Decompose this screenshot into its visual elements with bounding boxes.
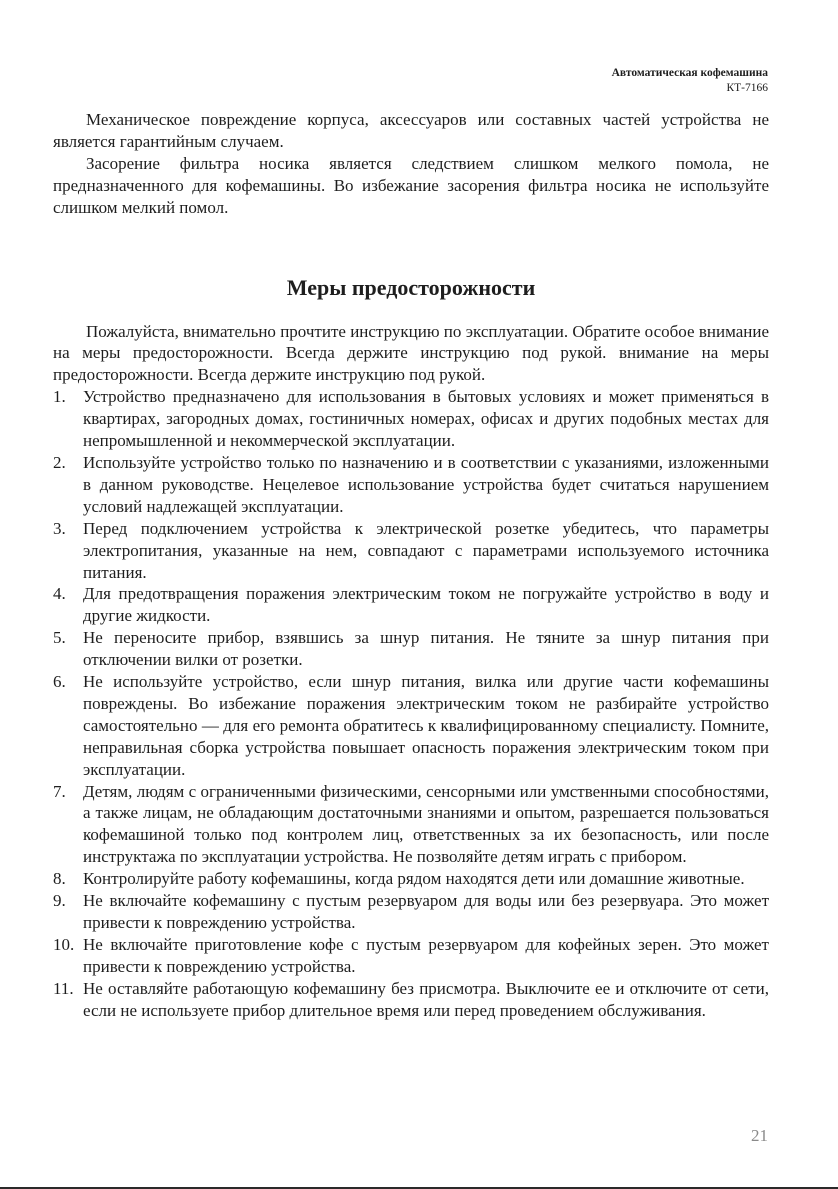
page-content: [53, 109, 769, 1022]
intro-paragraph: Механическое повреждение корпуса, аксессуаров или составных частей устройства не является гарантийным случаем.: [53, 110, 769, 151]
precautions-list: [53, 386, 769, 1021]
item-number: 10.: [53, 934, 75, 954]
item-text: Контролируйте работу кофемашины, когда рядом находятся дети или домашние животные.: [83, 869, 745, 889]
item-number: 1.: [53, 387, 66, 407]
item-text: Для предотвращения поражения электрическим током не погружайте устройство в воду и другие жидкости.: [83, 584, 769, 626]
list-item: [53, 386, 769, 452]
item-text: Не используйте устройство, если шнур питания, вилка или другие части кофемашины повреждены. Во избежание поражения электрическим током не разбирайте устройство самостоятельно — для его ремонта обратитесь к квалифицированному специалисту. Помните, неправильная сборка устройства повышает опасность поражения электрическим током при эксплуатации.: [83, 672, 769, 779]
list-item: [53, 890, 769, 934]
item-number: 2.: [53, 452, 66, 472]
item-number: 8.: [53, 869, 66, 889]
list-item: [53, 978, 769, 1022]
list-item: [53, 452, 769, 518]
intro-paragraph: Засорение фильтра носика является следствием слишком мелкого помола, не предназначенного для кофемашины. Во избежание засорения фильтра носика не используйте слишком мелкий помол.: [53, 153, 769, 217]
header-title: Автоматическая кофемашина: [611, 67, 768, 79]
list-item: [53, 627, 769, 671]
item-number: 6.: [53, 672, 66, 692]
list-item: [53, 518, 769, 584]
list-item: [53, 868, 769, 890]
list-item: [53, 934, 769, 978]
item-text: Перед подключением устройства к электрической розетке убедитесь, что параметры электропитания, указанные на нем, совпадают с параметрами используемого источника питания.: [83, 518, 769, 582]
item-text: Детям, людям с ограниченными физическими, сенсорными или умственными способностями, а также лицам, не обладающим достаточными знаниями и опытом, разрешается пользоваться кофемашиной только под контролем лиц, ответственных за их безопасность, или после инструктажа по эксплуатации устройства. Не позволяйте детям играть с прибором.: [83, 781, 769, 867]
header-model: КТ-7166: [726, 82, 768, 94]
list-item: [53, 583, 769, 627]
item-text: Не переносите прибор, взявшись за шнур питания. Не тяните за шнур питания при отключении вилки от розетки.: [83, 628, 769, 670]
item-text: Используйте устройство только по назначению и в соответствии с указаниями, изложенными в данном руководстве. Нецелевое использование устройства будет считаться нарушением условий надлежащей эксплуатации.: [83, 452, 769, 516]
item-number: 3.: [53, 518, 66, 538]
section-heading: Меры предосторожности: [286, 274, 536, 300]
item-number: 7.: [53, 781, 66, 801]
item-number: 5.: [53, 628, 66, 648]
section-intro: Пожалуйста, внимательно прочтите инструкцию по эксплуатации. Обратите особое внимание на меры предосторожности. Всегда держите инструкцию под рукой. внимание на меры предосторожности. Всегда держите инструкцию под рукой.: [53, 321, 769, 385]
item-number: 11.: [53, 978, 74, 998]
item-text: Устройство предназначено для использования в бытовых условиях и может применяться в квартирах, загородных домах, гостиничных номерах, офисах и других подобных местах для непромышленной и некоммерческой эксплуатации.: [83, 387, 769, 451]
item-text: Не включайте приготовление кофе с пустым резервуаром для кофейных зерен. Это может привести к повреждению устройства.: [83, 934, 769, 976]
item-number: 4.: [53, 584, 66, 604]
list-item: [53, 671, 769, 781]
item-text: Не включайте кофемашину с пустым резервуаром для воды или без резервуара. Это может привести к повреждению устройства.: [83, 891, 769, 932]
list-item: [53, 781, 769, 869]
item-text: Не оставляйте работающую кофемашину без присмотра. Выключите ее и отключите от сети, если не используете прибор длительное время или перед проведением обслуживания.: [83, 978, 769, 1020]
page-number: 21: [751, 1126, 768, 1145]
running-header: [612, 66, 768, 96]
item-number: 9.: [53, 891, 66, 911]
